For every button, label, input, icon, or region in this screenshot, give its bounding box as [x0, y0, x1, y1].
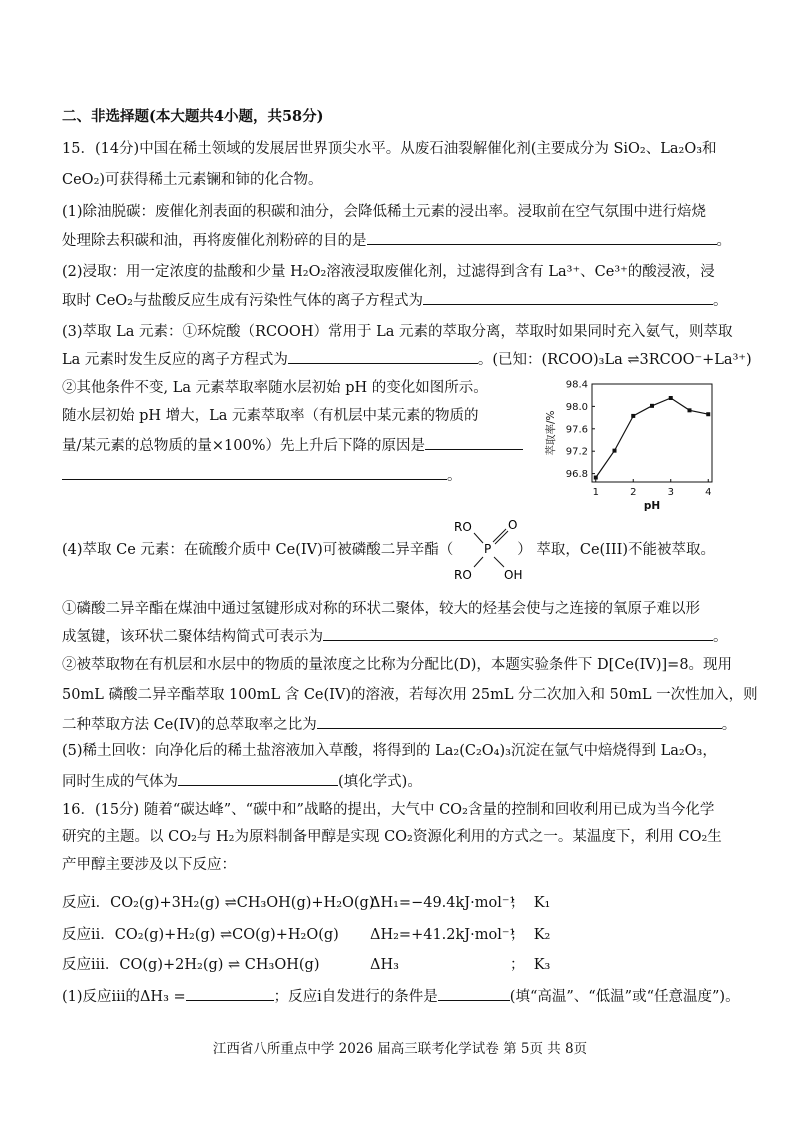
data-point [594, 476, 598, 480]
x-tick-label: 3 [667, 487, 674, 498]
reaction-2-equation: CO₂(g)+H₂(g) ⇌CO(g)+H₂O(g) [114, 927, 339, 943]
y-tick-label: 97.2 [565, 446, 588, 458]
q15-stem-line2: CeO₂)可获得稀土元素镧和铈的化合物。 [62, 172, 323, 188]
answer-blank-15-3b[interactable] [425, 434, 523, 450]
y-tick-label: 97.6 [565, 424, 588, 436]
q15-part4-1-text: 成氢键，该环状二聚体结构简式可表示为 [62, 629, 323, 645]
reaction-2-k: ； K₂ [510, 927, 551, 943]
q16-part1-text-a: (1)反应iii的ΔH₃ = [62, 989, 186, 1005]
q15-part3-2-text: 量/某元素的总物质的量×100%）先上升后下降的原因是 [62, 438, 425, 454]
q16-stem-line2: 研究的主题。以 CO₂与 H₂为原料制备甲醇是实现 CO₂资源化利用的方式之一。某温度下，利用 CO₂生 [62, 829, 722, 845]
mol-ro-top: RO [454, 520, 472, 534]
q15-part5-text: 同时生成的气体为 [62, 774, 178, 790]
answer-blank-16-1a[interactable] [186, 985, 274, 1001]
q15-part3-text: La 元素时发生反应的离子方程式为 [62, 352, 288, 368]
mol-p: P [484, 542, 492, 556]
reaction-1 [62, 893, 375, 913]
x-tick-label: 4 [705, 487, 712, 498]
y-axis-label: 萃取率/% [545, 410, 557, 456]
q15-part1-text: 处理除去积碳和油，再将废催化剂粉碎的目的是 [62, 233, 367, 249]
q15-part4-2-line2: 50mL 磷酸二异辛酯萃取 100mL 含 Ce(IV)的溶液，若每次用 25mL 分二次加入和 50mL 一次性加入，则 [62, 687, 758, 703]
period: 。 [716, 233, 731, 249]
q15-part3-2-line4 [62, 464, 462, 486]
q15-part3-line2 [62, 348, 752, 370]
q15-part4-text-after: ） 萃取，Ce(III)不能被萃取。 [517, 542, 716, 558]
q15-part2-line2 [62, 289, 727, 311]
answer-blank-15-4b[interactable] [317, 713, 722, 729]
q15-part4-2-line1: ②被萃取物在有机层和水层中的物质的量浓度之比称为分配比(D)，本题实验条件下 D[Ce(IV)]=8。现用 [62, 657, 733, 673]
q16-part1 [62, 985, 740, 1007]
x-axis-label: pH [643, 500, 661, 512]
mol-o: O [508, 518, 518, 532]
period: 。 [447, 468, 462, 484]
q15-stem-line1: 15．(14分)中国在稀土领域的发展居世界顶尖水平。从废石油裂解催化剂(主要成分为 SiO₂、La₂O₃和 [62, 141, 717, 157]
reaction-3-dh: ΔH₃ [370, 957, 399, 973]
q15-part2-line1: (2)浸取：用一定浓度的盐酸和少量 H₂O₂溶液浸取废催化剂，过滤得到含有 La³⁺、Ce³⁺的酸浸液，浸 [62, 264, 715, 280]
y-tick-label: 98.0 [565, 401, 588, 413]
q15-part3-2-line1: ②其他条件不变, La 元素萃取率随水层初始 pH 的变化如图所示。 [62, 380, 488, 396]
reaction-3 [62, 955, 319, 975]
data-point [706, 412, 710, 416]
data-point [631, 414, 635, 418]
phosphate-diisooctyl-structure [446, 517, 536, 585]
q15-part4-2-line3 [62, 713, 736, 735]
reaction-1-dh: ΔH₁=−49.4kJ·mol⁻¹ [370, 895, 516, 911]
mol-ro-bottom: RO [454, 568, 472, 582]
reaction-3-label: 反应iii． [62, 957, 120, 973]
data-point [688, 408, 692, 412]
reaction-3-k-value: K₃ [533, 957, 551, 973]
answer-blank-15-3b-cont[interactable] [62, 464, 447, 480]
y-tick-label: 98.4 [565, 379, 588, 391]
section-header: 二、非选择题(本大题共4小题，共58分) [62, 108, 324, 125]
mol-oh: OH [504, 568, 523, 582]
reaction-1-equation: CO₂(g)+3H₂(g) ⇌CH₃OH(g)+H₂O(g) [110, 895, 375, 911]
q15-part4-1-line1: ①磷酸二异辛酯在煤油中通过氢键形成对称的环状二聚体，较大的烃基会使与之连接的氧原子难以形 [62, 601, 700, 617]
reaction-3-k: ； K₃ [510, 957, 551, 973]
reaction-1-k: ； K₁ [510, 895, 551, 911]
answer-blank-15-2[interactable] [423, 289, 713, 305]
reaction-1-k-value: K₁ [533, 895, 551, 911]
period: 。 [721, 717, 737, 733]
q15-part2-text: 取时 CeO₂与盐酸反应生成有污染性气体的离子方程式为 [62, 293, 423, 309]
period: 。 [712, 293, 728, 309]
answer-blank-15-3a[interactable] [288, 348, 478, 364]
data-point [613, 449, 617, 453]
answer-blank-15-5[interactable] [178, 770, 338, 786]
reaction-3-equation: CO(g)+2H₂(g) ⇌ CH₃OH(g) [119, 957, 320, 973]
reaction-2-k-value: K₂ [533, 927, 551, 943]
x-tick-label: 2 [630, 487, 637, 498]
q15-part1-line2 [62, 229, 731, 251]
q15-part3-2-line2: 随水层初始 pH 增大，La 元素萃取率（有机层中某元素的物质的 [62, 408, 479, 424]
answer-blank-16-1b[interactable] [438, 985, 510, 1001]
q15-part4-text: (4)萃取 Ce 元素：在硫酸介质中 Ce(IV)可被磷酸二异辛酯（ [62, 542, 454, 558]
q15-part1-line1: (1)除油脱碳：废催化剂表面的积碳和油分，会降低稀土元素的浸出率。浸取前在空气氛围中进行焙烧 [62, 204, 707, 220]
answer-blank-15-1[interactable] [367, 229, 717, 245]
q15-part4-2-text: 二种萃取方法 Ce(IV)的总萃取率之比为 [62, 717, 317, 733]
chart-frame [592, 384, 712, 482]
reaction-2-label: 反应ii． [62, 927, 115, 943]
y-tick-label: 96.8 [565, 469, 588, 481]
q15-part4-line1 [62, 540, 715, 560]
extraction-rate-chart [540, 378, 730, 528]
page-footer: 江西省八所重点中学 2026 届高三联考化学试卷 第 5页 共 8页 [212, 1041, 588, 1057]
q15-part5-hint: (填化学式)。 [338, 774, 422, 790]
q16-part1-text-b: ；反应i自发进行的条件是 [273, 989, 438, 1005]
q15-part3-line1: (3)萃取 La 元素：①环烷酸（RCOOH）常用于 La 元素的萃取分离，萃取时如果同时充入氨气，则萃取 [62, 324, 733, 340]
data-point [669, 396, 673, 400]
q16-stem-line1: 16．(15分) 随着“碳达峰”、“碳中和”战略的提出，大气中 CO₂含量的控制和回收利用已成为当今化学 [62, 802, 715, 818]
answer-blank-15-4a[interactable] [323, 625, 713, 641]
q15-part4-1-line2 [62, 625, 728, 647]
q15-part3-known: 。(已知：(RCOO)₃La ⇌3RCOO⁻+La³⁺) [477, 352, 752, 368]
q16-part1-text-c: (填“高温”、“低温”或“任意温度”)。 [509, 989, 740, 1005]
period: 。 [713, 629, 728, 645]
q15-part3-2-line3 [62, 434, 523, 456]
x-tick-label: 1 [592, 487, 599, 498]
q15-part5-line1: (5)稀土回收：向净化后的稀土盐溶液加入草酸，将得到的 La₂(C₂O₄)₃沉淀在氩气中焙烧得到 La₂O₃， [62, 743, 717, 759]
reaction-2 [62, 925, 339, 945]
data-point [650, 404, 654, 408]
q15-part5-line2 [62, 770, 422, 792]
reaction-2-dh: ΔH₂=+41.2kJ·mol⁻¹ [370, 927, 516, 943]
reaction-1-label: 反应i． [62, 895, 111, 911]
q16-stem-line3: 产甲醇主要涉及以下反应： [62, 857, 236, 873]
